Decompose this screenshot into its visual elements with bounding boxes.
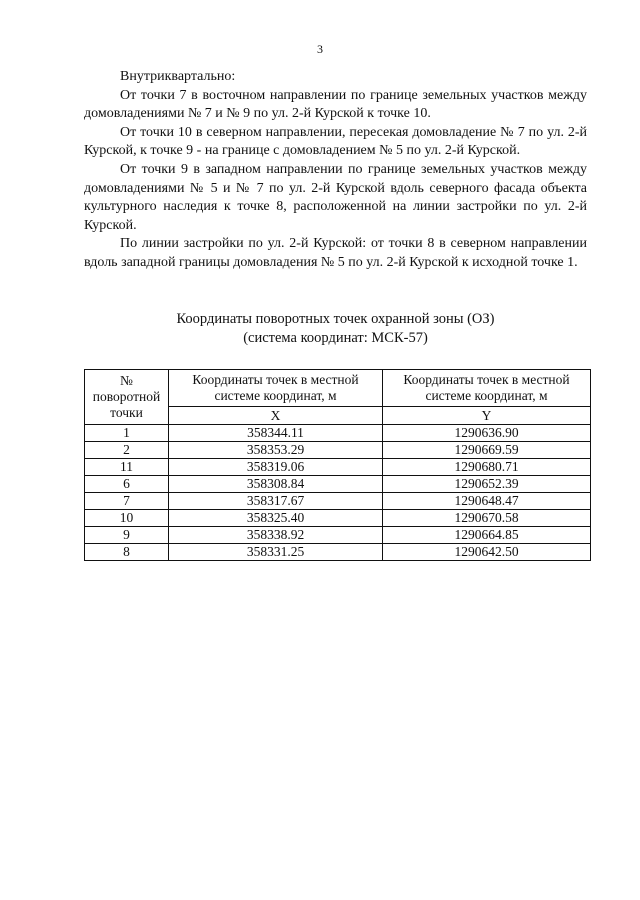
cell-x: 358319.06 — [169, 459, 383, 476]
header-y-line: Координаты точек в местной — [403, 372, 570, 387]
cell-x: 358344.11 — [169, 425, 383, 442]
subheader-x: X — [169, 407, 383, 425]
cell-point-number: 11 — [85, 459, 169, 476]
paragraph-point-10: От точки 10 в северном направлении, пересекая домовладение № 7 по ул. 2-й Курской, к точке 9 - на границе с домовладением № 5 по ул. 2-й Курской. — [84, 124, 587, 159]
cell-x: 358353.29 — [169, 442, 383, 459]
table-row — [85, 544, 591, 561]
paragraph-point-9: От точки 9 в западном направлении по границе земельных участков между домовладениями № 5 и № 7 по ул. 2-й Курской вдоль северного фасада объекта культурного наследия к точке 8, расположенной на линии застройки по ул. 2-й Курской. — [84, 161, 587, 233]
table-row — [85, 459, 591, 476]
header-x-line: Координаты точек в местной — [192, 372, 359, 387]
cell-y: 1290670.58 — [383, 510, 591, 527]
cell-x: 358317.67 — [169, 493, 383, 510]
subheader-y: Y — [383, 407, 591, 425]
caption-subtitle: (система координат: МСК-57) — [243, 330, 428, 346]
paragraph-point-8: По линии застройки по ул. 2-й Курской: от точки 8 в северном направлении вдоль западной границы домовладения № 5 по ул. 2-й Курской к исходной точке 1. — [84, 236, 587, 270]
document-body — [84, 68, 587, 273]
table-caption — [84, 310, 587, 348]
header-y-line: системе координат, м — [425, 388, 548, 403]
cell-y: 1290680.71 — [383, 459, 591, 476]
cell-point-number: 7 — [85, 493, 169, 510]
cell-point-number: 8 — [85, 544, 169, 561]
paragraph-point-7: От точки 7 в восточном направлении по границе земельных участков между домовладениями № 7 и № 9 по ул. 2-й Курской к точке 10. — [84, 87, 587, 122]
table-row — [85, 527, 591, 544]
table-row — [85, 493, 591, 510]
cell-y: 1290648.47 — [383, 493, 591, 510]
header-y-coordinates — [383, 370, 591, 407]
cell-x: 358325.40 — [169, 510, 383, 527]
cell-x: 358338.92 — [169, 527, 383, 544]
cell-y: 1290636.90 — [383, 425, 591, 442]
caption-title: Координаты поворотных точек охранной зоны (ОЗ) — [176, 311, 495, 327]
cell-point-number: 1 — [85, 425, 169, 442]
header-num-line: точки — [110, 405, 143, 420]
cell-y: 1290642.50 — [383, 544, 591, 561]
paragraph-intro: Внутриквартально: — [120, 69, 236, 84]
header-x-line: системе координат, м — [214, 388, 337, 403]
cell-x: 358331.25 — [169, 544, 383, 561]
coordinates-table — [84, 369, 591, 561]
cell-y: 1290652.39 — [383, 476, 591, 493]
cell-point-number: 9 — [85, 527, 169, 544]
header-num-line: поворотной — [92, 389, 161, 404]
table-row — [85, 442, 591, 459]
header-num-line: № — [120, 373, 133, 388]
header-x-coordinates — [169, 370, 383, 407]
table-row — [85, 476, 591, 493]
table-row — [85, 425, 591, 442]
header-point-number — [85, 370, 169, 425]
cell-x: 358308.84 — [169, 476, 383, 493]
cell-y: 1290664.85 — [383, 527, 591, 544]
table-header-row — [85, 370, 591, 407]
page-number: 3 — [317, 42, 323, 56]
cell-point-number: 6 — [85, 476, 169, 493]
table-row — [85, 510, 591, 527]
cell-y: 1290669.59 — [383, 442, 591, 459]
cell-point-number: 2 — [85, 442, 169, 459]
cell-point-number: 10 — [85, 510, 169, 527]
